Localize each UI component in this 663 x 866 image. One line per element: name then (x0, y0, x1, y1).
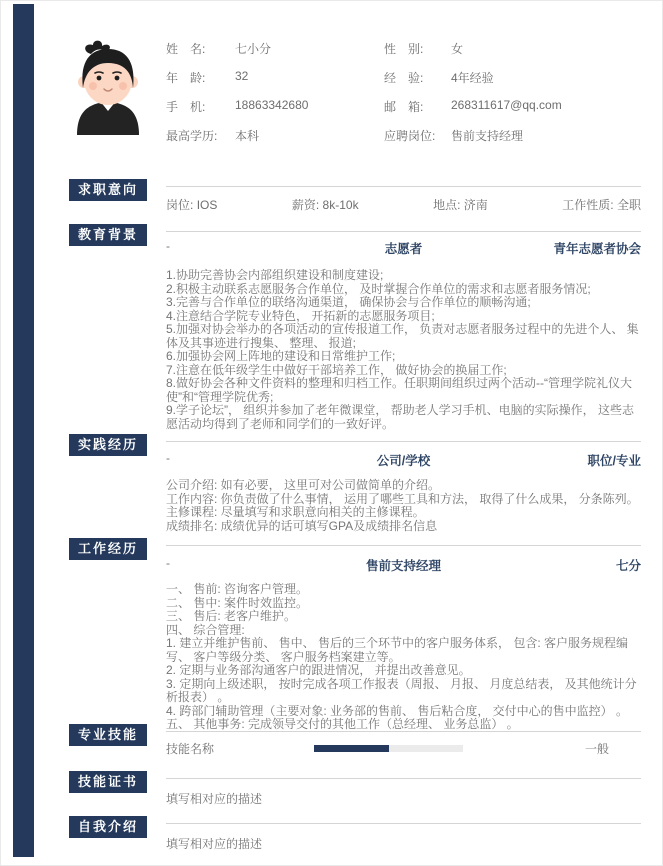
email-value: 268311617@qq.com (451, 98, 562, 112)
section-certificates (69, 771, 641, 807)
detail-line: 2.积极主动联系志愿服务合作单位， 及时掌握合作单位的需求和志愿者服务情况; (166, 281, 591, 296)
work-header (166, 546, 641, 574)
target-position-value: 售前支持经理 (451, 129, 524, 143)
salary-item: 薪资: 8k-10k (291, 198, 359, 212)
detail-line: 1. 建立并维护售前、 售中、 售后的三个环节中的客户服务体系， 包含: 客户服务规程编写、 客户等级分类、 客户服务档案建立等。 (166, 636, 629, 664)
resume-content (69, 1, 641, 866)
practice-header (166, 442, 641, 469)
detail-line: 3. 定期向上级述职， 按时完成各项工作报表（周报、 月报、 月度总结表， 及其他统计分析报表） 。 (166, 676, 637, 704)
detail-line: 3.完善与合作单位的联络沟通渠道， 确保协会与合作单位的顺畅沟通; (166, 295, 531, 309)
detail-line: 成绩排名: 成绩优异的话可填写GPA及成绩排名信息 (166, 518, 438, 533)
avatar (69, 40, 147, 135)
email-label: 邮 箱: (384, 100, 424, 114)
detail-line: 5.加强对协会举办的各项活动的宣传报道工作， 负责对志愿者服务过程中的先进个人、 集体及其事迹进行搜集、 整理、 报道; (166, 322, 639, 350)
gender-value: 女 (451, 42, 464, 56)
detail-line: 7.注意在低年级学生中做好干部培养工作， 做好协会的换届工作; (166, 362, 507, 377)
position-item: 岗位: IOS (166, 198, 218, 212)
section-practice (69, 434, 641, 533)
experience-label: 经 验: (384, 71, 424, 85)
detail-line: 4.注意结合学院专业特色， 开拓新的志愿服务项目; (166, 308, 435, 323)
detail-line: 4. 跨部门辅助管理（主要对象: 业务部的售前、 售后粘合度， 交付中心的售中监控） 。 (166, 703, 629, 718)
work-org: 售前支持经理 (365, 559, 441, 573)
location-item: 地点: 济南 (433, 198, 488, 212)
section-skills (69, 724, 641, 757)
skill-progress-fill (314, 745, 389, 752)
section-job-intention (69, 179, 641, 213)
experience-value: 4年经验 (451, 71, 494, 85)
age-label: 年 龄: (166, 71, 206, 85)
age-value: 32 (235, 69, 249, 83)
detail-line: 二、 售中: 案件时效监控。 (166, 595, 309, 610)
name-label: 姓 名: (166, 42, 206, 56)
profile-header (69, 40, 641, 156)
degree-value: 本科 (235, 129, 260, 143)
detail-line: 工作内容: 你负责做了什么事情， 运用了哪些工具和方法， 取得了什么成果， 分条陈列。 (166, 491, 639, 506)
degree-label: 最高学历: (166, 129, 218, 143)
detail-line: 一、 售前: 咨询客户管理。 (166, 582, 309, 596)
badge-self-intro: 自我介绍 (69, 816, 147, 838)
avatar-illustration (69, 40, 147, 135)
skill-name: 技能名称 (166, 742, 215, 756)
practice-org: 公司/学校 (376, 454, 431, 468)
work-content (166, 545, 641, 732)
practice-period: - (166, 451, 170, 465)
job-intention-content (166, 186, 641, 213)
target-position-label: 应聘岗位: (384, 129, 436, 143)
detail-line: 三、 售后: 老客户维护。 (166, 609, 297, 623)
section-self-intro (69, 816, 641, 852)
education-org: 志愿者 (384, 242, 423, 256)
work-role: 七分 (615, 559, 641, 573)
gender-label: 性 别: (384, 42, 424, 56)
practice-role: 职位/专业 (587, 454, 641, 468)
detail-line: 8.做好协会各种文件资料的整理和归档工作。任职期间组织过两个活动--“管理学院礼仪大使”和“管理学院优秀; (166, 376, 632, 404)
profile-fields (166, 40, 641, 156)
education-role: 青年志愿者协会 (553, 242, 641, 256)
profile-row (166, 98, 641, 127)
name-value: 七小分 (235, 42, 272, 56)
skill-level: 一般 (584, 742, 609, 756)
badge-education: 教育背景 (69, 224, 147, 246)
work-details (166, 583, 641, 732)
self-intro-description: 填写相对应的描述 (166, 837, 263, 851)
work-period: - (166, 556, 170, 570)
detail-line: 1.协助完善协会内部组织建设和制度建设; (166, 268, 384, 282)
badge-practice: 实践经历 (69, 434, 147, 456)
detail-line: 9.学子论坛”， 组织并参加了老年微课堂， 帮助老人学习手机、电脑的实际操作， 这些志愿活动均得到了老师和同学们的一致好评。 (166, 403, 635, 431)
skill-progress-bar (314, 745, 463, 752)
detail-line: 公司介绍: 如有必要， 这里可对公司做简单的介绍。 (166, 478, 441, 492)
skills-content (166, 731, 641, 757)
education-header (166, 232, 641, 257)
profile-row (166, 127, 641, 156)
detail-line: 四、 综合管理: (166, 622, 245, 637)
certificates-content (166, 778, 641, 807)
badge-job-intention: 求职意向 (69, 179, 147, 201)
left-accent-bar (13, 4, 34, 857)
badge-skills: 专业技能 (69, 724, 147, 746)
phone-label: 手 机: (166, 100, 206, 114)
self-intro-content (166, 823, 641, 852)
education-content (166, 231, 641, 431)
job-intention-row (166, 187, 641, 213)
education-details (166, 269, 641, 431)
education-period: - (166, 239, 170, 253)
certificates-description: 填写相对应的描述 (166, 792, 263, 806)
practice-content (166, 441, 641, 533)
job-type-item: 工作性质: 全职 (562, 198, 641, 212)
detail-line: 2. 定期与业务部沟通客户的跟进情况， 并提出改善意见。 (166, 663, 471, 677)
detail-line: 6.加强协会网上阵地的建设和日常维护工作; (166, 349, 396, 363)
practice-details (166, 479, 641, 533)
section-education (69, 224, 641, 431)
phone-value: 18863342680 (235, 98, 309, 112)
skill-row (166, 732, 641, 757)
detail-line: 五、 其他事务: 完成领导交付的其他工作（总经理、 业务总监） 。 (166, 717, 519, 731)
section-work (69, 538, 641, 732)
profile-row (166, 69, 641, 98)
badge-work: 工作经历 (69, 538, 147, 560)
profile-row (166, 40, 641, 69)
detail-line: 主修课程: 尽量填写和求职意向相关的主修课程。 (166, 505, 425, 519)
badge-certificates: 技能证书 (69, 771, 147, 793)
